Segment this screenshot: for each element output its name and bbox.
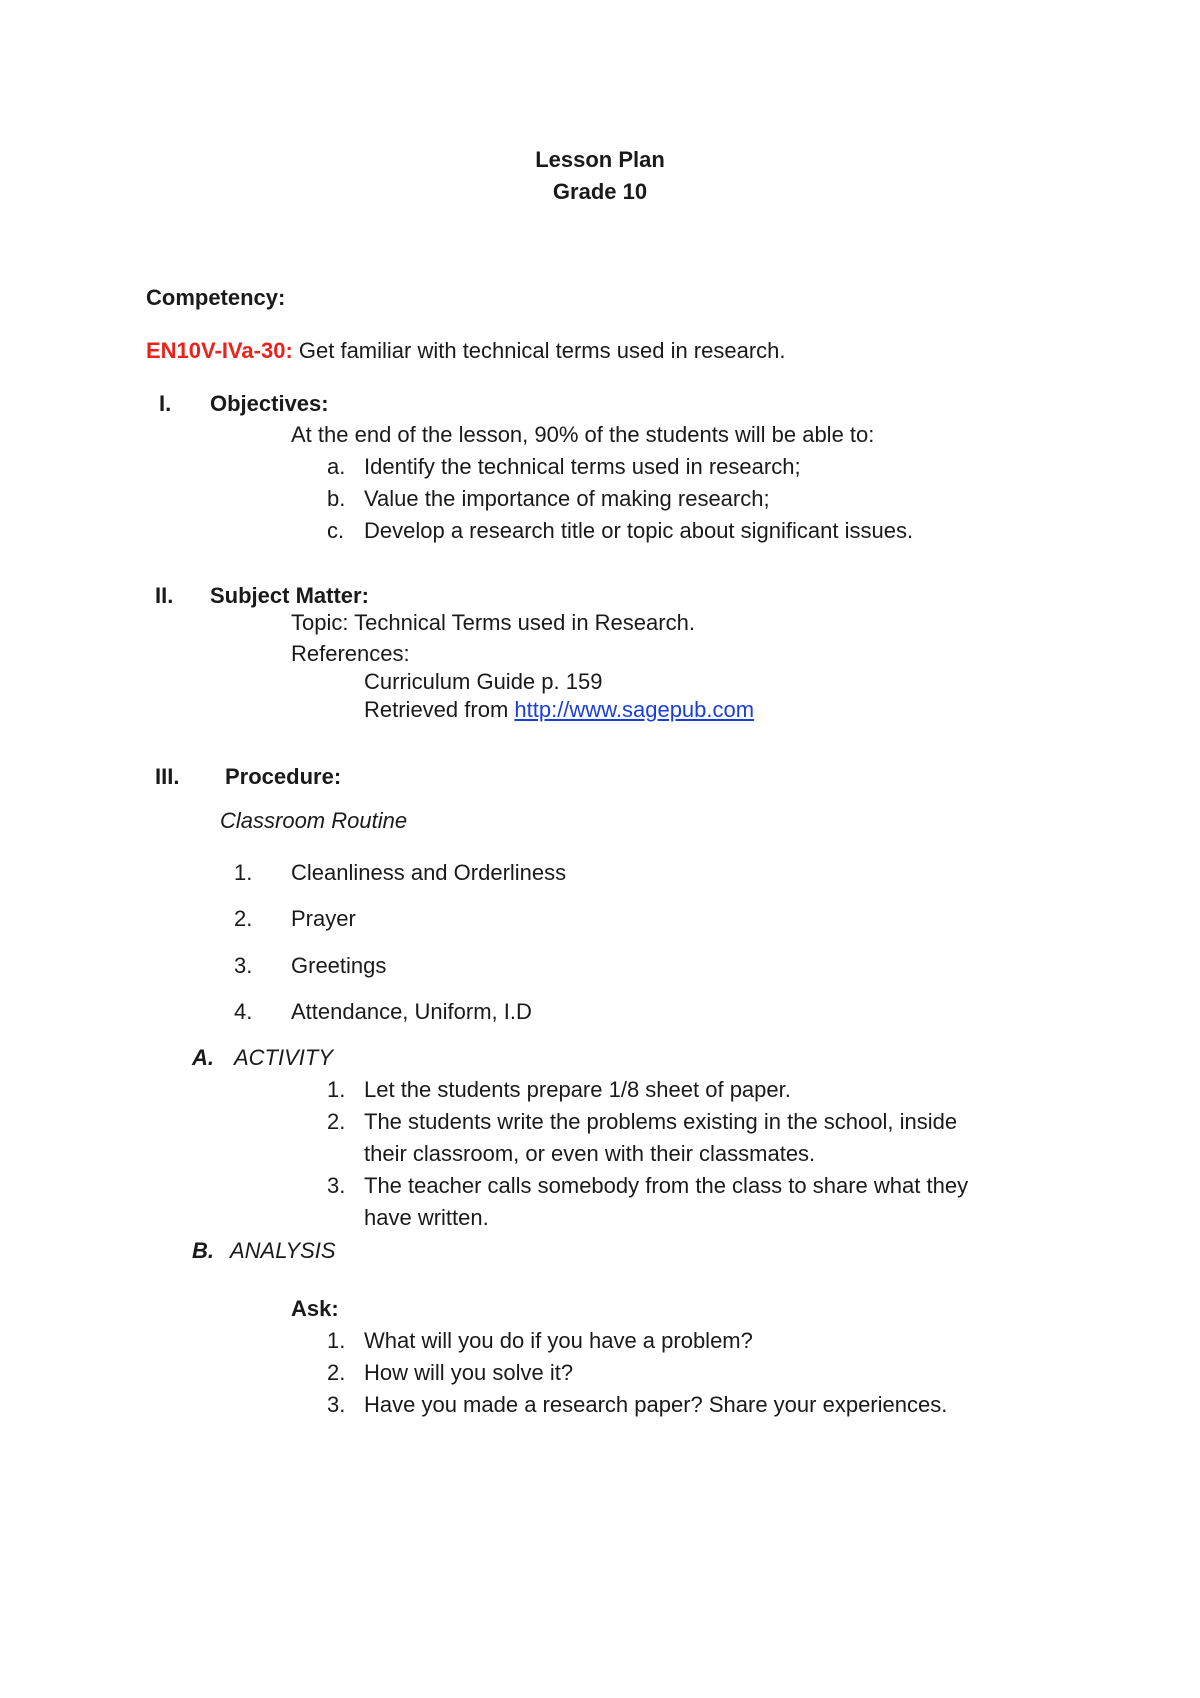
subject-matter-numeral: II.: [155, 583, 174, 608]
activity-item-marker: 1.: [327, 1077, 346, 1102]
routine-item: Attendance, Uniform, I.D: [291, 999, 532, 1024]
document-grade: Grade 10: [552, 179, 648, 204]
objective-marker: a.: [327, 454, 346, 479]
analysis-heading: ANALYSIS: [230, 1238, 336, 1263]
routine-item: Prayer: [291, 906, 356, 931]
routine-item: Greetings: [291, 953, 387, 978]
activity-item: The students write the problems existing in the school, inside: [364, 1109, 958, 1134]
analysis-item-marker: 2.: [327, 1360, 346, 1385]
routine-item: Cleanliness and Orderliness: [291, 860, 567, 885]
activity-item-continuation: their classroom, or even with their classmates.: [364, 1141, 816, 1166]
reference-link[interactable]: http://www.sagepub.com: [514, 697, 755, 722]
competency-separator: :: [285, 338, 293, 363]
procedure-heading: Procedure:: [225, 764, 342, 789]
classroom-routine-heading: Classroom Routine: [220, 808, 408, 833]
reference-retrieved: [364, 699, 754, 721]
routine-marker: 2.: [234, 906, 253, 931]
objective-item: Develop a research title or topic about significant issues.: [364, 518, 914, 543]
objectives-numeral: I.: [159, 391, 172, 416]
activity-marker: A.: [192, 1045, 214, 1070]
activity-heading: ACTIVITY: [234, 1045, 334, 1070]
objective-marker: c.: [327, 518, 345, 543]
subject-matter-heading: Subject Matter:: [210, 583, 369, 608]
competency-text: Get familiar with technical terms used in research.: [292, 338, 786, 363]
routine-marker: 1.: [234, 860, 253, 885]
competency-line: [146, 340, 786, 362]
analysis-item: How will you solve it?: [364, 1360, 574, 1385]
objective-marker: b.: [327, 486, 346, 511]
procedure-numeral: III.: [155, 764, 180, 789]
competency-code: EN10V-IVa-30: [146, 338, 286, 363]
activity-item: The teacher calls somebody from the class to share what they: [364, 1173, 969, 1198]
analysis-item: Have you made a research paper? Share your experiences.: [364, 1392, 948, 1417]
subject-topic: Topic: Technical Terms used in Research.: [291, 610, 695, 635]
references-label: References:: [291, 641, 410, 666]
analysis-item-marker: 1.: [327, 1328, 346, 1353]
ask-label: Ask:: [291, 1296, 339, 1321]
activity-item-marker: 3.: [327, 1173, 346, 1198]
analysis-item-marker: 3.: [327, 1392, 346, 1417]
activity-item: Let the students prepare 1/8 sheet of paper.: [364, 1077, 791, 1102]
activity-item-continuation: have written.: [364, 1205, 489, 1230]
activity-item-marker: 2.: [327, 1109, 346, 1134]
analysis-marker: B.: [192, 1238, 214, 1263]
document-title: Lesson Plan: [535, 147, 665, 172]
objective-item: Identify the technical terms used in research;: [364, 454, 801, 479]
objective-item: Value the importance of making research;: [364, 486, 770, 511]
analysis-item: What will you do if you have a problem?: [364, 1328, 753, 1353]
competency-heading: Competency:: [146, 285, 286, 310]
routine-marker: 3.: [234, 953, 253, 978]
reference-curriculum-guide: Curriculum Guide p. 159: [364, 669, 603, 694]
routine-marker: 4.: [234, 999, 253, 1024]
reference-retrieved-prefix: Retrieved from: [364, 697, 515, 722]
objectives-intro: At the end of the lesson, 90% of the students will be able to:: [291, 422, 875, 447]
objectives-heading: Objectives:: [210, 391, 329, 416]
